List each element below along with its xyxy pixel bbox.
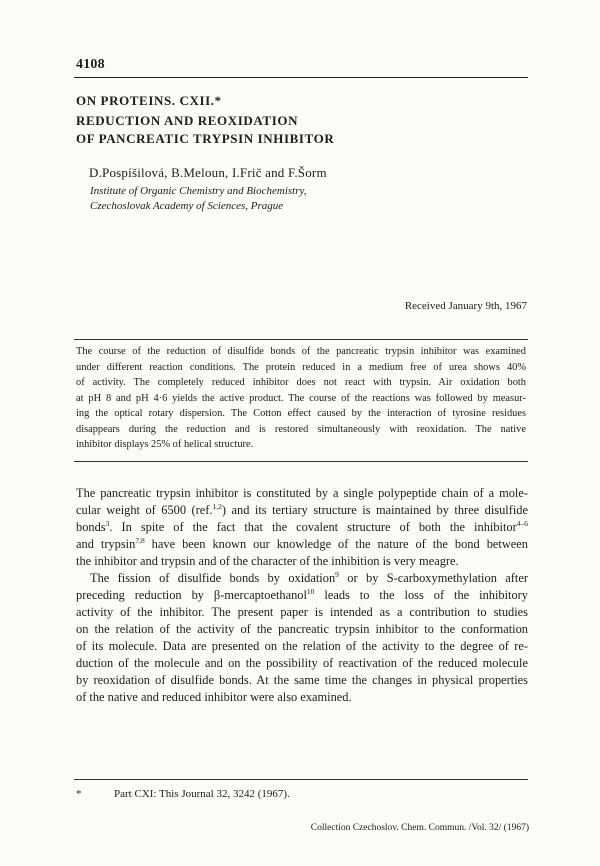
abstract-line: The course of the reduction of disulfide bonds of the pancreatic trypsin inhibitor was examined (76, 346, 526, 357)
body-text (76, 485, 528, 706)
citation-ref: 7,8 (135, 536, 145, 545)
title-line: OF PANCREATIC TRYPSIN INHIBITOR (76, 131, 335, 146)
abstract (76, 344, 526, 453)
text-line (76, 519, 528, 536)
citation-ref: 4–6 (516, 519, 528, 528)
text-line (76, 587, 528, 604)
abstract-line: inhibitor displays 25% of helical structure. (76, 439, 254, 450)
abstract-line: disappears during the reduction and is restored simultaneously with reoxidation. The native (76, 423, 526, 435)
abstract-rule-bottom (74, 461, 528, 462)
text-span: leads to the loss of the inhibitory (314, 588, 529, 602)
text-line: of the native and reduced inhibitor were also examined. (76, 690, 352, 704)
text-span: have been known our knowledge of the nature of the bond between (144, 537, 528, 551)
text-line: by reoxidation of disulfide bonds. At the same time the changes in physical properties (76, 673, 528, 687)
abstract-line: under different reaction conditions. The protein reduced in a medium free of urea shows 40% (76, 361, 526, 373)
text-span: preceding reduction by β-mercaptoethanol (76, 588, 307, 602)
text-span: The fission of disulfide bonds by oxidation (90, 571, 336, 585)
affiliation (90, 184, 307, 214)
abstract-line: ing the optical rotary dispersion. The Cotton effect caused by the interaction of tyrosine residues (76, 408, 526, 419)
text-line: duction of the molecule and on the possibility of reactivation of the reduced molecule (76, 656, 528, 670)
header-rule (74, 77, 528, 78)
footnote (76, 788, 290, 800)
text-line: The pancreatic trypsin inhibitor is constituted by a single polypeptide chain of a mole- (76, 486, 528, 500)
abstract-line: of activity. The completely reduced inhibitor does not react with trypsin. Air oxidation both (76, 377, 526, 388)
citation-ref: 9 (335, 570, 339, 579)
text-span: or by S-carboxymethylation after (338, 571, 528, 585)
text-line: activity of the inhibitor. The present paper is intended as a contribution to studies (76, 605, 528, 619)
title-line: REDUCTION AND REOXIDATION (76, 113, 299, 128)
text-line (76, 570, 528, 587)
affiliation-line: Czechoslovak Academy of Sciences, Prague (90, 200, 284, 212)
footnote-rule (74, 779, 528, 780)
text-line (76, 536, 528, 553)
citation-ref: 3 (105, 519, 110, 528)
paragraph-1 (76, 485, 528, 570)
footnote-mark: * (76, 788, 82, 800)
authors: D.Pospíšilová, B.Meloun, I.Frič and F.Šorm (89, 165, 327, 180)
journal-footer: Collection Czechoslov. Chem. Commun. /Vol. 32/ (1967) (310, 823, 529, 833)
received-date: Received January 9th, 1967 (404, 300, 527, 312)
citation-ref: 1,2 (212, 502, 222, 511)
affiliation-line: Institute of Organic Chemistry and Biochemistry, (90, 185, 307, 197)
text-span: and trypsin (76, 537, 136, 551)
text-span: cular weight of 6500 (ref. (76, 503, 213, 517)
text-line: the inhibitor and trypsin and of the character of the inhibition is very meagre. (76, 554, 459, 568)
text-line: of its molecule. Data are presented on the relation of the activity to the degree of re- (76, 639, 528, 653)
abstract-line: at pH 8 and pH 4·6 yields the active product. The course of the reactions was followed by measur- (76, 392, 526, 404)
text-span: ) and its tertiary structure is maintained by three disulfide (221, 503, 528, 517)
text-line: on the relation of the activity of the pancreatic trypsin inhibitor to the conformation (76, 622, 528, 636)
paragraph-2 (76, 570, 528, 706)
page-number: 4108 (76, 57, 105, 72)
footnote-text: Part CXI: This Journal 32, 3242 (1967). (114, 788, 290, 800)
abstract-rule-top (74, 339, 528, 340)
article-title (76, 112, 334, 148)
text-span: bonds (76, 520, 106, 534)
text-line (76, 502, 528, 519)
citation-ref: 10 (306, 587, 315, 596)
text-span: . In spite of the fact that the covalent structure of both the inhibitor (109, 520, 517, 534)
series-title: ON PROTEINS. CXII.* (76, 93, 222, 108)
